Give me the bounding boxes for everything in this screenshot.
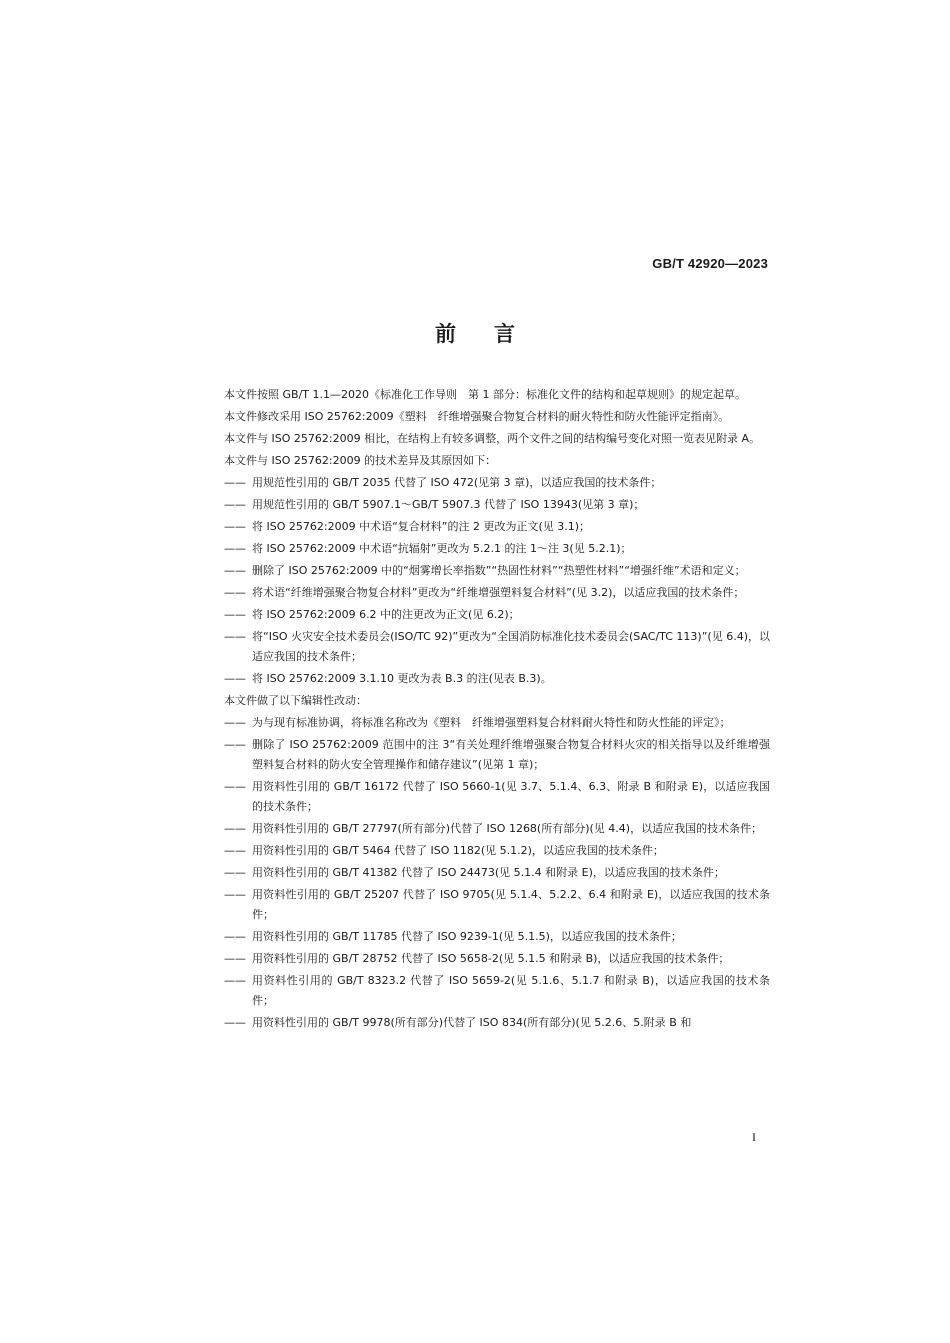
list-item: —— 用资料性引用的 GB/T 41382 代替了 ISO 24473(见 5.1.4 和附录 E)，以适应我国的技术条件； — [200, 863, 770, 883]
list-item: —— 用规范性引用的 GB/T 5907.1～GB/T 5907.3 代替了 ISO 13943(见第 3 章)； — [200, 495, 770, 515]
dash-mark: —— — [224, 866, 246, 879]
dash-mark: —— — [224, 564, 246, 577]
page-title: 前言 — [435, 322, 553, 346]
paragraph-tech-differences: 本文件与 ISO 25762:2009 的技术差异及其原因如下： — [224, 454, 497, 467]
standard-code: GB/T 42920—2023 — [652, 256, 768, 271]
dash-mark: —— — [224, 520, 246, 533]
list-item: —— 用资料性引用的 GB/T 27797(所有部分)代替了 ISO 1268(所有部分)(见 4.4)，以适应我国的技术条件； — [200, 819, 770, 839]
paragraph-structure: 本文件与 ISO 25762:2009 相比，在结构上有较多调整，两个文件之间的结构编号变化对照一览表见附录 A。 — [224, 432, 761, 445]
dash-mark: —— — [224, 888, 246, 901]
dash-mark: —— — [224, 630, 246, 643]
list-item: —— 用资料性引用的 GB/T 16172 代替了 ISO 5660-1(见 3.7、5.1.4、6.3、附录 B 和附录 E)，以适应我国的技术条件； — [200, 777, 770, 817]
paragraph-editorial-changes: 本文件做了以下编辑性改动： — [224, 694, 367, 707]
list-item: —— 将 ISO 25762:2009 中术语“复合材料”的注 2 更改为正文(见 3.1)； — [200, 517, 770, 537]
editorial-changes-list — [200, 713, 770, 1033]
list-item: —— 用资料性引用的 GB/T 25207 代替了 ISO 9705(见 5.1.4、5.2.2、6.4 和附录 E)，以适应我国的技术条件； — [200, 885, 770, 925]
dash-mark: —— — [224, 780, 246, 793]
list-item: —— 用资料性引用的 GB/T 11785 代替了 ISO 9239-1(见 5.1.5)，以适应我国的技术条件； — [200, 927, 770, 947]
dash-mark: —— — [224, 672, 246, 685]
list-item: —— 为与现有标准协调，将标准名称改为《塑料 纤维增强塑料复合材料耐火特性和防火性能的评定》； — [200, 713, 770, 733]
dash-mark: —— — [224, 844, 246, 857]
list-item: —— 将 ISO 25762:2009 6.2 中的注更改为正文(见 6.2)； — [200, 605, 770, 625]
list-item: —— 用资料性引用的 GB/T 5464 代替了 ISO 1182(见 5.1.2)，以适应我国的技术条件； — [200, 841, 770, 861]
dash-mark: —— — [224, 930, 246, 943]
dash-mark: —— — [224, 1016, 246, 1029]
list-item: —— 用资料性引用的 GB/T 9978(所有部分)代替了 ISO 834(所有部分)(见 5.2.6、5.附录 B 和 — [200, 1013, 770, 1033]
tech-differences-list — [200, 473, 770, 689]
list-item: —— 删除了 ISO 25762:2009 范围中的注 3“有关处理纤维增强聚合物复合材料火灾的相关指导以及纤维增强塑料复合材料的防火安全管理操作和储存建议”(见第 1 章)； — [200, 735, 770, 775]
dash-mark: —— — [224, 476, 246, 489]
dash-mark: —— — [224, 952, 246, 965]
dash-mark: —— — [224, 608, 246, 621]
list-item: —— 将“ISO 火灾安全技术委员会(ISO/TC 92)”更改为“全国消防标准化技术委员会(SAC/TC 113)”(见 6.4)，以适应我国的技术条件； — [200, 627, 770, 667]
dash-mark: —— — [224, 542, 246, 555]
paragraph-adoption: 本文件修改采用 ISO 25762:2009《塑料 纤维增强聚合物复合材料的耐火特性和防火性能评定指南》。 — [224, 410, 730, 423]
foreword-body — [200, 385, 770, 1035]
list-item: —— 用资料性引用的 GB/T 28752 代替了 ISO 5658-2(见 5.1.5 和附录 B)，以适应我国的技术条件； — [200, 949, 770, 969]
dash-mark: —— — [224, 498, 246, 511]
list-item: —— 将 ISO 25762:2009 3.1.10 更改为表 B.3 的注(见表 B.3)。 — [200, 669, 770, 689]
list-item: —— 将术语“纤维增强聚合物复合材料”更改为“纤维增强塑料复合材料”(见 3.2)，以适应我国的技术条件； — [200, 583, 770, 603]
list-item: —— 用资料性引用的 GB/T 8323.2 代替了 ISO 5659-2(见 5.1.6、5.1.7 和附录 B)，以适应我国的技术条件； — [200, 971, 770, 1011]
list-item: —— 用规范性引用的 GB/T 2035 代替了 ISO 472(见第 3 章)，以适应我国的技术条件； — [200, 473, 770, 493]
dash-mark: —— — [224, 974, 246, 987]
dash-mark: —— — [224, 738, 246, 751]
dash-mark: —— — [224, 716, 246, 729]
paragraph-drafting: 本文件按照 GB/T 1.1—2020《标准化工作导则 第 1 部分：标准化文件的结构和起草规则》的规定起草。 — [224, 388, 746, 401]
dash-mark: —— — [224, 586, 246, 599]
list-item: —— 删除了 ISO 25762:2009 中的“烟雾增长率指数”“热固性材料”“热塑性材料”“增强纤维”术语和定义； — [200, 561, 770, 581]
dash-mark: —— — [224, 822, 246, 835]
list-item: —— 将 ISO 25762:2009 中术语“抗辐射”更改为 5.2.1 的注 1～注 3(见 5.2.1)； — [200, 539, 770, 559]
page-number: I — [752, 1130, 756, 1144]
